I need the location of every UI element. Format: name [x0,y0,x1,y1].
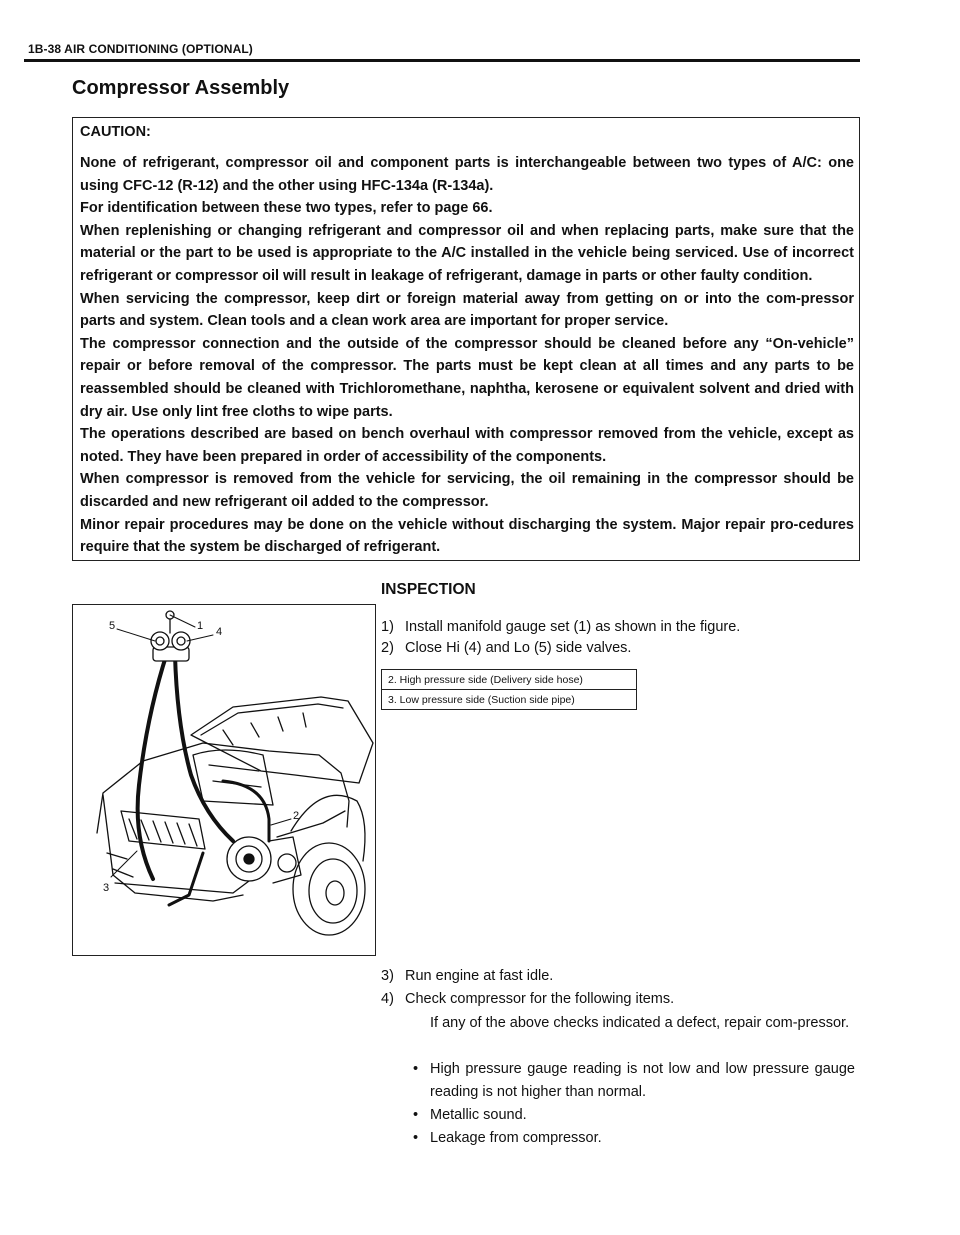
legend-item: 3. Low pressure side (Suction side pipe) [382,690,637,710]
running-header: 1B-38 AIR CONDITIONING (OPTIONAL) [28,42,253,56]
caution-paragraph: When servicing the compressor, keep dirt or foreign material away from getting on or into the com-pressor parts and system. Clean tools and a clean work area are important for proper service. [80,290,854,330]
caution-paragraph: The compressor connection and the outside of the compressor should be cleaned before any “On-vehicle” repair or before removal of the compressor. The parts must be kept clean at all times and any parts to be reassembled should be cleaned with Trichloromethane, naphtha, kerosene or equivalent solvent and dried with dry air. Use only lint free cloths to wipe parts. [80,335,854,420]
step-number: 4) [381,991,394,1007]
repair-note: If any of the above checks indicated a defect, repair com-pressor. [430,1015,850,1031]
inspection-heading: INSPECTION [381,581,476,598]
step-text: Run engine at fast idle. [405,968,554,984]
step-3 [381,966,553,986]
step-number: 2) [381,640,394,656]
step-text: Install manifold gauge set (1) as shown in the figure. [405,619,741,635]
caution-paragraph: None of refrigerant, compressor oil and component parts is interchangeable between two types of A/C: one using CFC-12 (R-12) and the other using HFC-134a (R-134a). [80,155,854,194]
check-item [413,1104,855,1127]
step-1 [381,617,740,637]
figure-legend [381,669,637,710]
caution-body [80,152,854,559]
caution-paragraph: When compressor is removed from the vehicle for servicing, the oil remaining in the compressor should be discarded and new refrigerant oil added to the compressor. [80,471,854,510]
manifold-gauge-figure [72,604,376,956]
legend-row [382,690,637,710]
callout-3: 3 [103,882,110,894]
check-item-text: High pressure gauge reading is not low and low pressure gauge reading is not higher than normal. [430,1061,855,1100]
step-2 [381,638,631,658]
vehicle-illustration [73,605,375,955]
step-text: Check compressor for the following items. [405,991,675,1007]
step-number: 3) [381,968,394,984]
bullet-mark: • [413,1130,419,1146]
bullet-mark: • [413,1061,419,1077]
caution-paragraph: When replenishing or changing refrigerant and compressor oil and when replacing parts, make sure that the material or the part to be used is appropriate to the A/C installed in the vehicle being serviced. Use of incorrect refrigerant or compressor oil will result in leakage of refrigerant, damage in parts or other faulty condition. [80,222,854,284]
step-text: Close Hi (4) and Lo (5) side valves. [405,640,632,656]
step-number: 1) [381,619,394,635]
step-4 [381,989,674,1009]
callout-1: 1 [197,620,204,632]
callout-2: 2 [293,810,300,822]
check-item-text: Metallic sound. [430,1107,527,1123]
callout-4: 4 [216,626,223,638]
callout-5: 5 [109,620,116,632]
caution-paragraph: For identification between these two types, refer to page 66. [80,200,493,217]
caution-paragraph: The operations described are based on bench overhaul with compressor removed from the vehicle, except as noted. They have been prepared in order of accessibility of the components. [80,426,854,465]
header-rule [24,59,860,62]
legend-item: 2. High pressure side (Delivery side hose) [382,670,637,690]
check-item [413,1127,855,1150]
legend-row [382,670,637,690]
caution-paragraph: Minor repair procedures may be done on the vehicle without discharging the system. Major repair pro-cedures require that the system be discharged of refrigerant. [80,516,854,556]
caution-label: CAUTION: [80,124,151,140]
page-title: Compressor Assembly [72,77,290,99]
check-item-text: Leakage from compressor. [430,1130,602,1146]
check-item [413,1058,855,1104]
bullet-mark: • [413,1107,419,1123]
